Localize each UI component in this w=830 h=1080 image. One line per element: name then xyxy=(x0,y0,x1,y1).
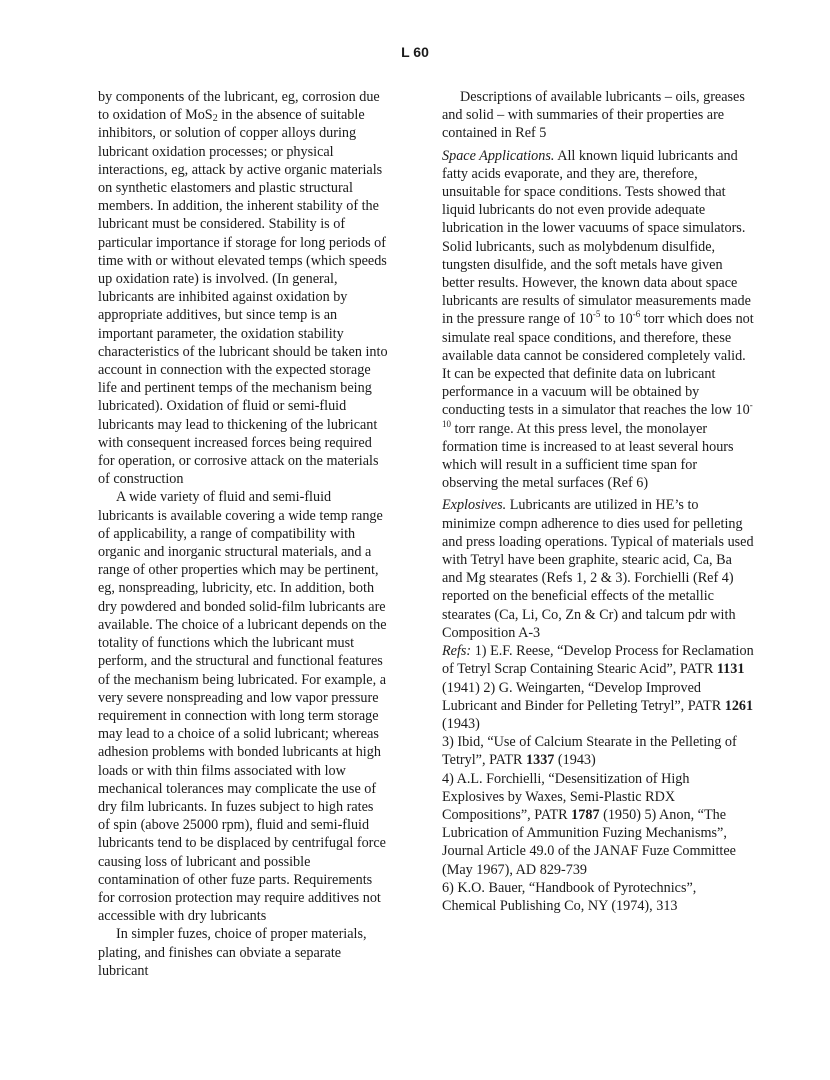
right-column xyxy=(442,88,754,915)
reference-4-5: 4) A.L. Forchielli, “Desensitization of High Explosives by Waxes, Semi-Plastic RDX Compositions”, PATR 1787 (1950) 5) Anon, “The Lubrication of Ammunition Fuzing Mechanisms”, Journal Article 49.0 of the JANAF Fuze Committee (May 1967), AD 829-739 xyxy=(442,770,736,878)
space-applications-heading: Space Applications. xyxy=(442,147,555,164)
refs-heading: Refs: xyxy=(442,643,472,660)
left-paragraph-1: by components of the lubricant, eg, corrosion due to oxidation of MoS$_2$ in the absence of suitable inhibitors, or solution of copper alloys during lubricant oxidation processes; or physical interactions, eg, attack by active organic materials on synthetic elastomers and plastic structural members. In addition, the inherent stability of the lubricant must be considered. Stability is of particular importance if storage for long periods of time with or without elevated temps (which speeds up oxidation rate) is involved. (In general, lubricants are inhibited against oxidation by appropriate additives, but since temp is an important parameter, the oxidation stability characteristics of the lubricant should be taken into account in connection with the expected storage life and pertinent temps of the mechanism being lubricated). Oxidation of fluid or semi-fluid lubricants may lead to thickening of the lubricant with consequent increased forces being required for operation, or corrosive attack on the materials of construction xyxy=(98,89,388,488)
references-block: Refs: 1) E.F. Reese, “Develop Process for Reclamation of Tetryl Scrap Containing Stearic Acid”, PATR 1131 (1941) 2) G. Weingarten, “Develop Improved Lubricant and Binder for Pelleting Tetryl”, PATR 1261 (1943) xyxy=(442,643,754,732)
right-paragraph-1: Descriptions of available lubricants – oils, greases and solid – with summaries of their properties are contained in Ref 5 xyxy=(442,89,745,142)
reference-3: 3) Ibid, “Use of Calcium Stearate in the Pelleting of Tetryl”, PATR 1337 (1943) xyxy=(442,734,737,769)
space-applications-paragraph: Space Applications. All known liquid lubricants and fatty acids evaporate, and they are, therefore, unsuitable for space conditions. Tests showed that liquid lubricants do not even provide adequate lubrication in the lower vacuums of space simulators. Solid lubricants, such as molybdenum disulfide, tungsten disulfide, and the soft metals have given better results. However, the known data about space lubricants are results of simulator measurements made in the pressure range of $10^{-5}$ to $10^{-6}$ torr which does not simulate real space conditions, and therefore, these available data cannot be considered completely valid. It can be expected that definite data on lubricant performance in a vacuum will be obtained by conducting tests in a simulator that reaches the low $10^{-10}$ torr range. At this press level, the monolayer formation time is increased to at least several hours which will result in a sufficient time span for observing the metal surfaces (Ref 6) xyxy=(442,147,754,492)
left-paragraph-3: In simpler fuzes, choice of proper materials, plating, and finishes can obviate a separate lubricant xyxy=(98,926,367,979)
page-header: L 60 xyxy=(401,44,429,60)
mos2-subscript: 2 xyxy=(212,113,218,125)
reference-6: 6) K.O. Bauer, “Handbook of Pyrotechnics”, Chemical Publishing Co, NY (1974), 313 xyxy=(442,879,697,914)
left-paragraph-2: A wide variety of fluid and semi-fluid lubricants is available covering a wide temp range of applicability, a range of compatibility with organic and inorganic structural materials, and a range of other properties which may be pertinent, eg, nonspreading, lubricity, etc. In addition, both dry powdered and bonded solid-film lubricants are available. The choice of a lubricant depends on the totality of functions which the lubricant must perform, and the structural and functional features of the mechanism being lubricated. For example, a very severe nonspreading and low vapor pressure requirement in connection with long term storage may lead to a choice of a solid lubricant; whereas adhesion problems with bonded lubricants at high loads or with thin films associated with low mechanical tolerances may complicate the use of dry film lubricants. In fuzes subject to high rates of spin (above 25000 rpm), fluid and semi-fluid lubricants tend to be displaced by centrifugal force causing loss of lubricant and possible contamination of other fuze parts. Requirements for corrosion protection may require additives not accessible with dry lubricants xyxy=(98,489,387,925)
explosives-heading: Explosives. xyxy=(442,497,507,514)
left-column xyxy=(98,88,388,980)
explosives-paragraph: Explosives. Lubricants are utilized in HE’s to minimize compn adherence to dies used for pelleting and press loading operations. Typical of materials used with Tetryl have been graphite, stearic acid, Ca, Ba and Mg stearates (Refs 1, 2 & 3). Forchielli (Ref 4) reported on the beneficial effects of the metallic stearates (Ca, Li, Co, Zn & Cr) and talcum pdr with Composition A-3 xyxy=(442,497,754,641)
